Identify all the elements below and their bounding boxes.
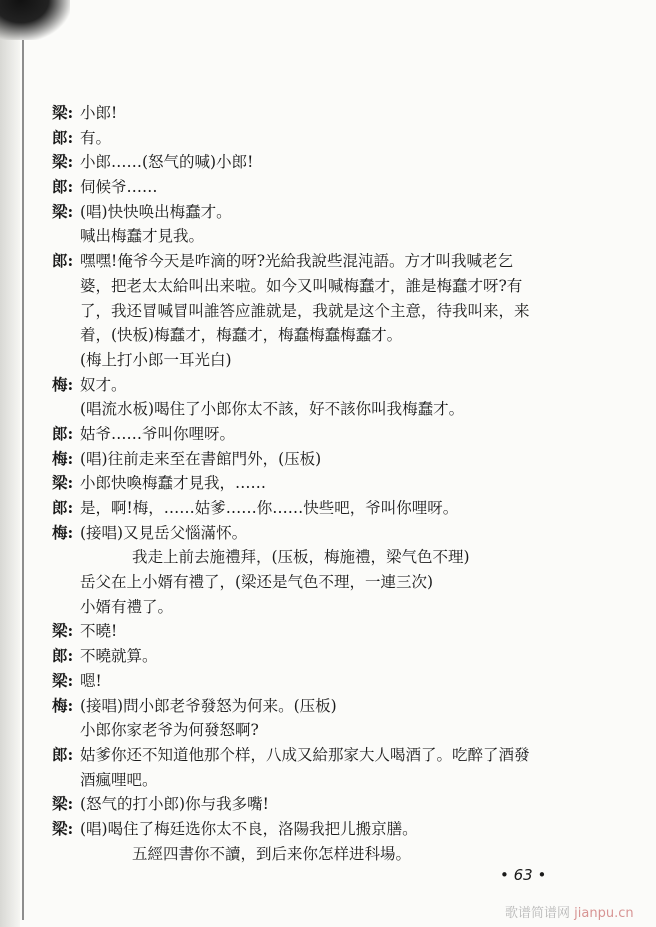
speaker-label: 梁: — [52, 670, 74, 690]
line-text: 小郎你家老爷为何發怒啊? — [80, 721, 259, 740]
speaker-label: 梁: — [52, 103, 74, 122]
speaker-label: 郎: — [52, 646, 74, 666]
line-text: (唱)快快唤出梅蠢才。 — [80, 202, 232, 221]
line-text: 是，啊!梅，……姑爹……你……快些吧，爷叫你哩呀。 — [80, 499, 459, 517]
line-text: 有。 — [80, 128, 112, 147]
dialogue-line — [52, 792, 622, 817]
dialogue-line — [52, 817, 622, 842]
speaker-label: 梁: — [52, 818, 74, 838]
dialogue-line — [52, 718, 622, 743]
speaker-label: 梁: — [52, 152, 74, 172]
dialogue-line — [52, 150, 622, 175]
margin-line — [22, 40, 24, 920]
dialogue-line — [52, 224, 622, 249]
dialogue-line — [52, 570, 622, 595]
line-text: 伺候爷…… — [80, 178, 158, 197]
speaker-label: 郎: — [52, 177, 74, 197]
line-text: (唱)喝住了梅廷选你太不良，洛陽我把儿搬京膳。 — [80, 819, 418, 838]
dialogue-line — [52, 422, 622, 447]
dialogue-line — [52, 545, 622, 570]
speaker-label: 郎: — [52, 251, 74, 271]
line-text: (唱流水板)喝住了小郎你太不該，好不該你叫我梅蠢才。 — [80, 400, 465, 419]
dialogue-line — [52, 373, 622, 398]
line-text: 着，(快板)梅蠢才，梅蠢才，梅蠢梅蠢梅蠢才。 — [80, 326, 403, 345]
speaker-label: 梅: — [52, 695, 74, 715]
dialogue-line — [52, 175, 622, 200]
line-text: 岳父在上小婿有禮了，(梁还是气色不理，一連三次) — [80, 573, 434, 592]
line-text: 奴才。 — [80, 375, 127, 394]
line-text: 婆，把老太太給叫出来啦。如今又叫喊梅蠢才，誰是梅蠢才呀?有 — [80, 276, 523, 295]
dialogue-line — [52, 101, 622, 126]
line-text: (怒气的打小郎)你与我多嘴! — [80, 795, 269, 814]
scan-shadow — [0, 0, 70, 40]
speaker-label: 郎: — [52, 744, 74, 764]
speaker-label: 梁: — [52, 473, 74, 493]
speaker-label: 梁: — [52, 621, 74, 641]
dialogue-line — [52, 299, 622, 324]
speaker-label: 梅: — [52, 448, 74, 468]
dialogue-line — [52, 496, 622, 521]
speaker-label: 郎: — [52, 498, 74, 517]
line-text: 小郎快喚梅蠢才見我，…… — [80, 474, 267, 493]
line-text: 小婿有禮了。 — [80, 597, 174, 616]
speaker-label: 郎: — [52, 423, 74, 443]
line-text: (接唱)又見岳父惱滿怀。 — [80, 523, 248, 542]
dialogue-line — [52, 471, 622, 496]
dialogue-line — [52, 619, 622, 644]
dialogue-line — [52, 521, 622, 546]
line-text: 嘿嘿!俺爷今天是咋滴的呀?光給我說些混沌語。方才叫我喊老乞 — [80, 252, 514, 271]
line-text: (梅上打小郎一耳光白) — [80, 350, 232, 369]
dialogue-line — [52, 669, 622, 694]
dialogue-line — [52, 348, 622, 373]
line-text: 不曉! — [80, 622, 118, 641]
line-text: (接唱)問小郎老爷發怒为何来。(压板) — [80, 696, 337, 715]
script-text — [52, 101, 622, 866]
dialogue-line — [52, 768, 622, 793]
speaker-label: 梅: — [52, 374, 74, 394]
line-text: 我走上前去施禮拜，(压板，梅施禮，梁气色不理) — [132, 548, 470, 567]
line-text: 不曉就算。 — [80, 647, 158, 666]
watermark — [505, 902, 634, 921]
line-text: 姑爷……爷叫你哩呀。 — [80, 424, 236, 443]
line-text: 姑爹你还不知道他那个样，八成又給那家大人喝酒了。吃醉了酒發 — [80, 745, 530, 764]
speaker-label: 梅: — [52, 522, 74, 542]
speaker-label: 郎: — [52, 127, 74, 147]
dialogue-line — [52, 200, 622, 225]
dialogue-line — [52, 249, 622, 274]
line-text: 五經四書你不讀，到后来你怎样进科場。 — [132, 844, 412, 863]
watermark-site: 歌谱简谱网 — [505, 906, 571, 921]
speaker-label: 梁: — [52, 794, 74, 814]
line-text: (唱)往前走来至在書館門外，(压板) — [80, 449, 322, 468]
speaker-label: 梁: — [52, 201, 74, 221]
watermark-url: jianpu.cn — [574, 906, 634, 921]
dialogue-line — [52, 694, 622, 719]
dialogue-line — [52, 323, 622, 348]
dialogue-line — [52, 274, 622, 299]
line-text: 喊出梅蠢才見我。 — [80, 227, 205, 246]
dialogue-line — [52, 644, 622, 669]
scan-edge — [0, 0, 20, 927]
dialogue-line — [52, 595, 622, 620]
dialogue-line — [52, 842, 622, 867]
line-text: 嗯! — [80, 671, 102, 690]
dialogue-line — [52, 126, 622, 151]
line-text: 小郎! — [80, 104, 118, 122]
dialogue-line — [52, 447, 622, 472]
dialogue-line — [52, 397, 622, 422]
dialogue-line — [52, 743, 622, 768]
line-text: 小郎……(怒气的喊)小郎! — [80, 153, 254, 172]
page-number: • 63 • — [500, 866, 547, 884]
line-text: 酒瘋哩吧。 — [80, 770, 158, 789]
line-text: 了，我还冒喊冒叫誰答应誰就是，我就是这个主意，待我叫来，来 — [80, 301, 530, 320]
